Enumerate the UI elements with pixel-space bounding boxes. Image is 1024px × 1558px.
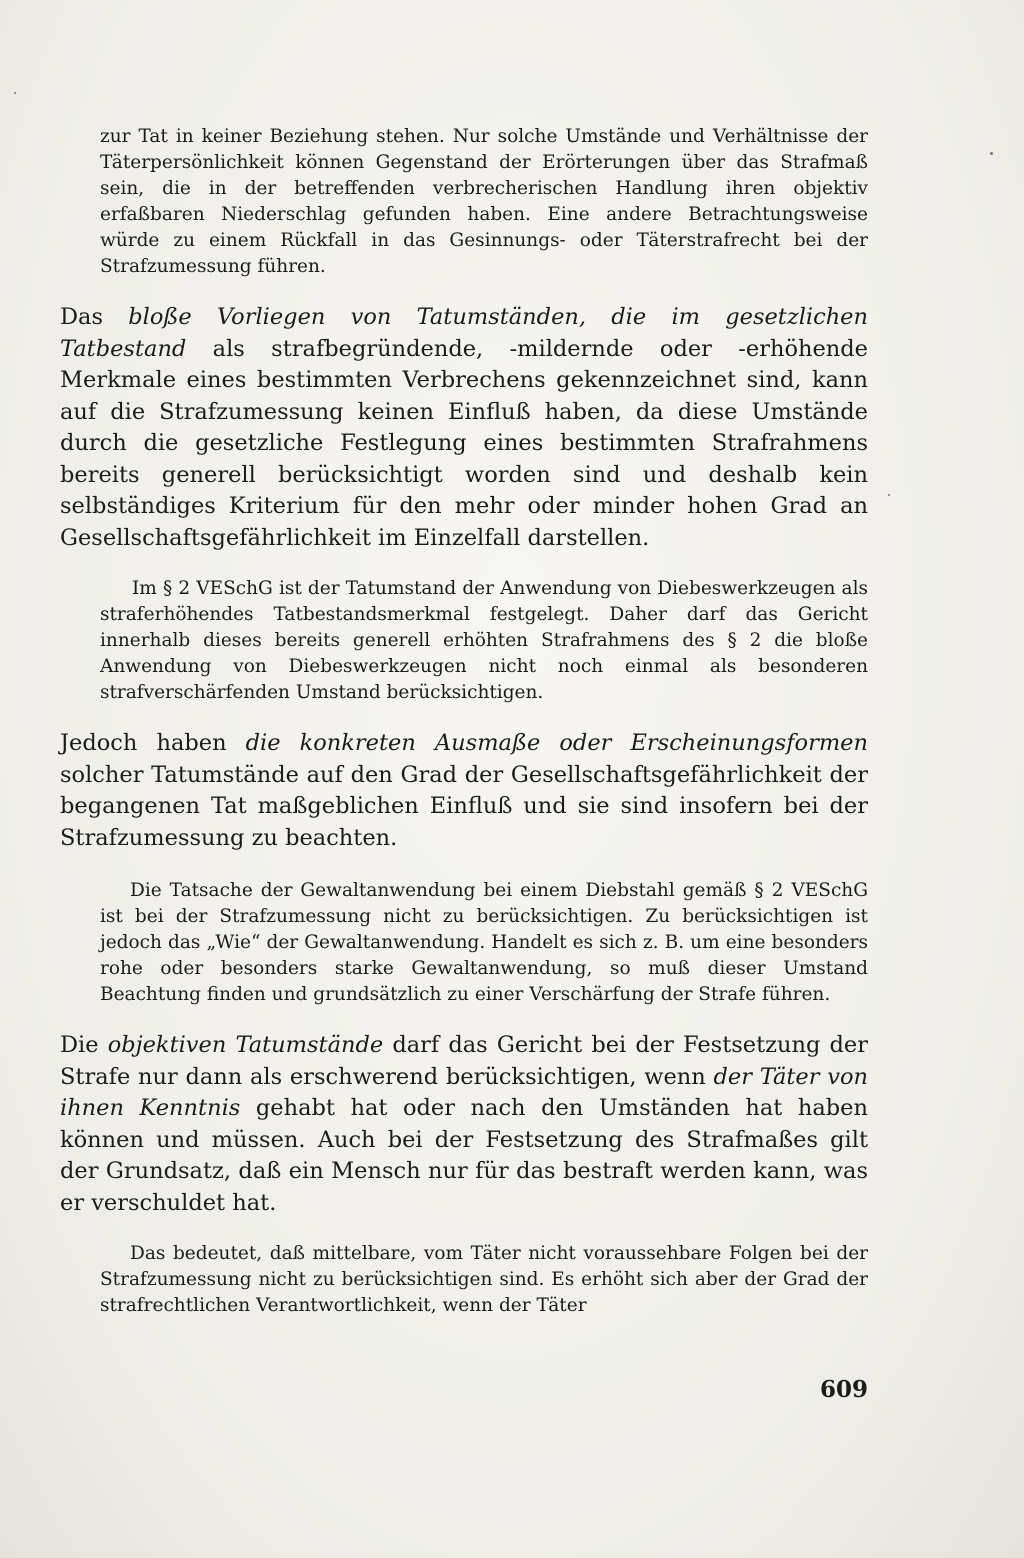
- text-column: [60, 124, 868, 1319]
- scan-speck: [14, 92, 16, 94]
- paragraph-2-emphasis: bloße Vorliegen von Tatumständen, die im gesetzlichen Tatbestand: [60, 304, 868, 362]
- paragraph-6-emphasis-1: objektiven Tatumstände: [107, 1032, 384, 1058]
- scan-speck: [888, 494, 890, 496]
- paragraph-6-pre: Die: [60, 1032, 108, 1058]
- paragraph-6-emphasis-2: der Täter von ihnen Kenntnis: [60, 1063, 868, 1121]
- paragraph-small-1: zur Tat in keiner Beziehung stehen. Nur solche Umstände und Verhältnisse der Täterpersönlichkeit können Gegenstand der Erörterungen über das Strafmaß sein, die in der betreffenden verbrecherischen Handlung ihren objektiv erfaßbaren Niederschlag gefunden haben. Eine andere Betrachtungsweise würde zu einem Rückfall in das Gesinnungs- oder Täterstrafrecht bei der Strafzumessung führen.: [100, 126, 868, 277]
- paragraph-6: [60, 1030, 868, 1219]
- paragraph-4-post: solcher Tatumstände auf den Grad der Gesellschaftsgefährlichkeit der begangenen Tat maßgeblichen Einfluß und sie sind insofern bei der Strafzumessung zu beachten.: [60, 761, 868, 851]
- paragraph-2-post: als strafbegründende, -mildernde oder -erhöhende Merkmale eines bestimmten Verbrechens gekennzeichnet sind, kann auf die Strafzumessung keinen Einfluß haben, da diese Umstände durch die gesetzliche Festlegung eines bestimmten Strafrahmens bereits generell berücksichtigt worden sind und deshalb kein selbständiges Kriterium für den mehr oder minder hohen Grad an Gesellschaftsgefährlichkeit im Einzelfall darstellen.: [60, 335, 868, 551]
- paragraph-4-pre: Jedoch haben: [60, 730, 246, 756]
- paragraph-small-5: Die Tatsache der Gewaltanwendung bei einem Diebstahl gemäß § 2 VESchG ist bei der Strafzumessung nicht zu berücksichtigen. Zu berücksichtigen ist jedoch das „Wie“ der Gewaltanwendung. Handelt es sich z. B. um eine besonders rohe oder besonders starke Gewaltanwendung, so muß dieser Umstand Beachtung finden und grundsätzlich zu einer Verschärfung der Strafe führen.: [100, 880, 868, 1005]
- page-number: 609: [819, 1376, 868, 1403]
- scan-speck: [990, 152, 993, 155]
- paragraph-small-3: Im § 2 VESchG ist der Tatumstand der Anwendung von Diebeswerkzeugen als straferhöhendes Tatbestandsmerkmal festgelegt. Daher darf das Gericht innerhalb dieses bereits generell erhöhten Strafrahmens des § 2 die bloße Anwendung von Diebeswerkzeugen nicht noch einmal als besonderen strafverschärfenden Umstand berücksichtigen.: [100, 578, 868, 703]
- paragraph-4: [60, 728, 868, 854]
- paragraph-2-pre: Das: [60, 304, 129, 330]
- paragraph-4-emphasis: die konkreten Ausmaße oder Erscheinungsformen: [245, 730, 868, 756]
- paragraph-6-post: gehabt hat oder nach den Umständen hat haben können und müssen. Auch bei der Festsetzung des Strafmaßes gilt der Grundsatz, daß ein Mensch nur für das bestraft werden kann, was er verschuldet hat.: [60, 1095, 868, 1216]
- paragraph-2: [60, 302, 868, 554]
- paragraph-small-7: Das bedeutet, daß mittelbare, vom Täter nicht voraussehbare Folgen bei der Strafzumessung nicht zu berücksichtigen sind. Es erhöht sich aber der Grad der strafrechtlichen Verantwortlichkeit, wenn der Täter: [100, 1243, 868, 1316]
- paragraph-6-mid: darf das Gericht bei der Festsetzung der Strafe nur dann als erschwerend berücksichtigen, wenn: [60, 1032, 869, 1090]
